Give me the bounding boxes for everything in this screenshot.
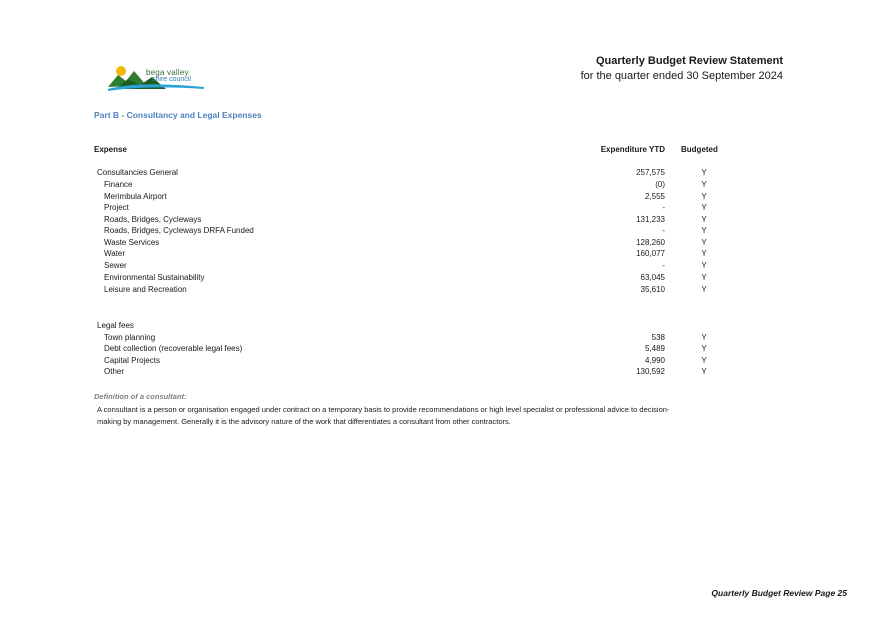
table-row <box>0 285 877 296</box>
row-label: Environmental Sustainability <box>104 273 205 282</box>
row-label: Leisure and Recreation <box>104 285 187 294</box>
row-label: Other <box>104 367 125 376</box>
table-row <box>0 367 877 378</box>
row-label: Capital Projects <box>104 356 161 365</box>
row-label: Sewer <box>104 261 127 270</box>
row-label: Consultancies General <box>97 168 178 177</box>
table-row <box>0 203 877 214</box>
table-row <box>0 333 877 344</box>
row-value: 63,045 <box>640 273 665 282</box>
row-budgeted: Y <box>701 215 707 224</box>
statement-title: Quarterly Budget Review Statement <box>595 55 783 67</box>
row-budgeted: Y <box>701 203 707 212</box>
row-budgeted: Y <box>701 249 707 258</box>
logo-text-line2: shire council <box>152 76 191 83</box>
table-row <box>0 261 877 272</box>
row-label: Waste Services <box>104 238 160 247</box>
row-value: - <box>662 203 665 212</box>
row-value: 538 <box>651 333 665 342</box>
row-label: Merimbula Airport <box>104 192 167 201</box>
row-label: Debt collection (recoverable legal fees) <box>104 344 243 353</box>
row-value: - <box>662 226 665 235</box>
row-label: Roads, Bridges, Cycleways DRFA Funded <box>104 226 254 235</box>
row-label: Water <box>104 249 126 258</box>
row-value: 35,610 <box>640 285 665 294</box>
row-budgeted: Y <box>701 192 707 201</box>
definition-title: Definition of a consultant: <box>94 392 187 401</box>
row-value: 160,077 <box>636 249 665 258</box>
definition-text: A consultant is a person or organisation engaged under contract on a temporary basis to provide recommendations or high level specialist or professional advice to decision-making by management. Generally it is the advisory nature of the work that differentiates a consultant from other contractors. <box>97 405 670 426</box>
table-row <box>0 344 877 355</box>
row-label: Town planning <box>104 333 156 342</box>
row-budgeted: Y <box>701 273 707 282</box>
table-row <box>0 180 877 191</box>
column-header-expense: Expense <box>94 145 127 154</box>
table-row <box>0 238 877 249</box>
table-row <box>0 226 877 237</box>
section-title: Part B - Consultancy and Legal Expenses <box>94 110 262 120</box>
row-value: 4,990 <box>644 356 665 365</box>
row-value: 131,233 <box>636 215 665 224</box>
row-value: - <box>662 261 665 270</box>
row-budgeted: Y <box>701 333 707 342</box>
page-footer: Quarterly Budget Review Page 25 <box>711 588 847 598</box>
row-budgeted: Y <box>701 168 707 177</box>
table-row <box>0 273 877 284</box>
row-value: 128,260 <box>636 238 665 247</box>
table-row <box>0 249 877 260</box>
table-row <box>0 215 877 226</box>
table-row <box>0 356 877 367</box>
row-value: 257,575 <box>636 168 665 177</box>
row-budgeted: Y <box>701 261 707 270</box>
row-value: 130,592 <box>636 367 665 376</box>
row-budgeted: Y <box>701 367 707 376</box>
column-header-expenditure: Expenditure YTD <box>600 145 665 154</box>
row-budgeted: Y <box>701 285 707 294</box>
row-value: (0) <box>655 180 665 189</box>
table-row <box>0 168 877 179</box>
row-label: Project <box>104 203 129 212</box>
table-row <box>0 321 877 332</box>
row-label: Finance <box>104 180 133 189</box>
row-budgeted: Y <box>701 356 707 365</box>
row-budgeted: Y <box>701 180 707 189</box>
statement-subtitle: for the quarter ended 30 September 2024 <box>580 70 783 82</box>
column-header-budgeted: Budgeted <box>681 145 718 154</box>
row-budgeted: Y <box>701 226 707 235</box>
logo-text-line1: bega valley <box>146 68 189 77</box>
row-label: Roads, Bridges, Cycleways <box>104 215 202 224</box>
row-label: Legal fees <box>97 321 134 330</box>
row-value: 2,555 <box>644 192 665 201</box>
row-value: 5,489 <box>644 344 665 353</box>
row-budgeted: Y <box>701 238 707 247</box>
row-budgeted: Y <box>701 344 707 353</box>
table-row <box>0 192 877 203</box>
